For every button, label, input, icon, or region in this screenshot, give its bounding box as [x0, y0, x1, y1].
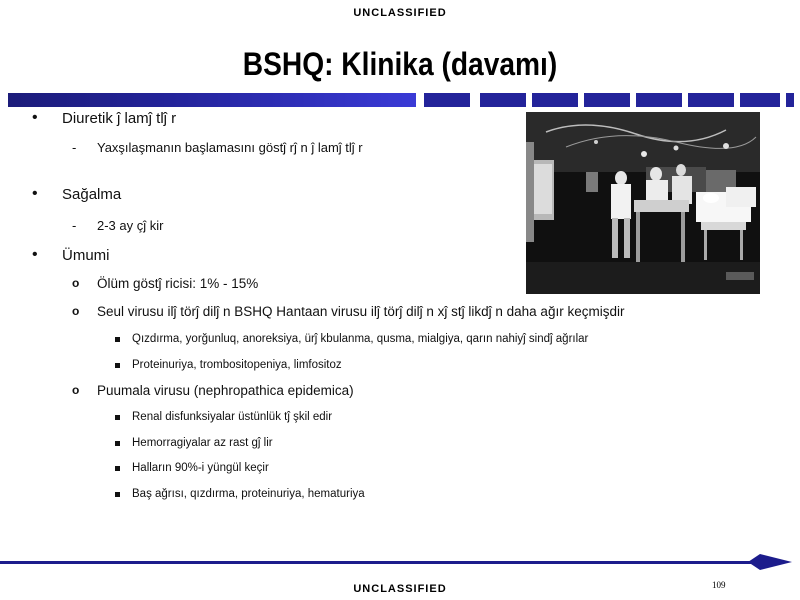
- square-bullet-text: Baş ağrısı, qızdırma, proteinuriya, hematuriya: [132, 488, 365, 500]
- square-bullet-item: [132, 359, 342, 371]
- page-number: 109: [712, 580, 726, 590]
- dash-marker: -: [72, 140, 77, 155]
- square-marker: [115, 466, 120, 471]
- bullet-marker: •: [32, 185, 38, 202]
- square-bullet-item: [132, 437, 273, 449]
- circle-bullet-text: Puumala virusu (nephropathica epidemica): [97, 383, 354, 398]
- header-band-segment: [532, 93, 578, 107]
- square-bullet-text: Halların 90%-i yüngül keçir: [132, 462, 269, 474]
- bullet-text: Diuretik ĵ lamĵ tlĵ r: [62, 110, 177, 127]
- bullet-marker: •: [32, 109, 38, 126]
- slide-title: BSHQ: Klinika (davamı): [242, 46, 558, 82]
- circle-bullet-text: Seul virusu ilĵ törĵ dilĵ n BSHQ Hantaan virusu ilĵ törĵ dilĵ n xĵ stĵ likdĵ n daha ağır keçmişdir: [97, 304, 625, 319]
- bullet-text: Ümumi: [62, 247, 110, 264]
- square-bullet-text: Hemorragiyalar az rast gĵ lir: [132, 437, 273, 449]
- circle-marker: o: [72, 304, 80, 318]
- circle-bullet-item: [72, 304, 625, 319]
- circle-bullet-text: Ölüm göstĵ ricisi: 1% - 15%: [97, 276, 259, 291]
- footer-line: [0, 561, 768, 564]
- square-marker: [115, 441, 120, 446]
- classification-bottom: UNCLASSIFIED: [353, 583, 447, 595]
- sub-bullet-item: [72, 218, 164, 233]
- circle-marker: o: [72, 276, 80, 290]
- square-bullet-item: [132, 488, 365, 500]
- bullet-text: Sağalma: [62, 186, 122, 203]
- square-marker: [115, 363, 120, 368]
- circle-bullet-item: [72, 383, 354, 398]
- header-band-segment: [636, 93, 682, 107]
- sub-bullet-item: [72, 140, 363, 155]
- bullet-marker: •: [32, 246, 38, 263]
- classification-top: UNCLASSIFIED: [353, 7, 447, 19]
- circle-marker: o: [72, 383, 80, 397]
- square-bullet-item: [132, 333, 588, 345]
- bullet-item: [32, 109, 177, 127]
- header-band-segment: [424, 93, 470, 107]
- square-marker: [115, 492, 120, 497]
- header-band-gradient: [8, 93, 416, 107]
- header-band-segment: [584, 93, 630, 107]
- sub-bullet-text: 2-3 ay çĵ kir: [97, 218, 164, 233]
- square-bullet-text: Proteinuriya, trombositopeniya, limfositoz: [132, 359, 342, 371]
- square-bullet-item: [132, 462, 269, 474]
- dash-marker: -: [72, 218, 77, 233]
- bullet-item: [32, 185, 122, 203]
- header-band-segment: [480, 93, 526, 107]
- circle-bullet-item: [72, 276, 259, 291]
- hospital-ward-photo: [526, 112, 760, 294]
- square-marker: [115, 337, 120, 342]
- header-band-segment: [740, 93, 780, 107]
- bullet-item: [32, 246, 110, 264]
- header-band-segment: [786, 93, 794, 107]
- sub-bullet-text: Yaxşılaşmanın başlamasını göstĵ rĵ n ĵ lamĵ tlĵ r: [97, 140, 363, 155]
- square-marker: [115, 415, 120, 420]
- square-bullet-text: Qızdırma, yorğunluq, anoreksiya, ürĵ kbulanma, qusma, mialgiya, qarın nahiyĵ sindĵ ağrılar: [132, 333, 589, 345]
- square-bullet-text: Renal disfunksiyalar üstünlük tĵ şkil edir: [132, 411, 333, 423]
- footer-arrow-icon: [748, 552, 792, 572]
- square-bullet-item: [132, 411, 332, 423]
- header-band-segment: [688, 93, 734, 107]
